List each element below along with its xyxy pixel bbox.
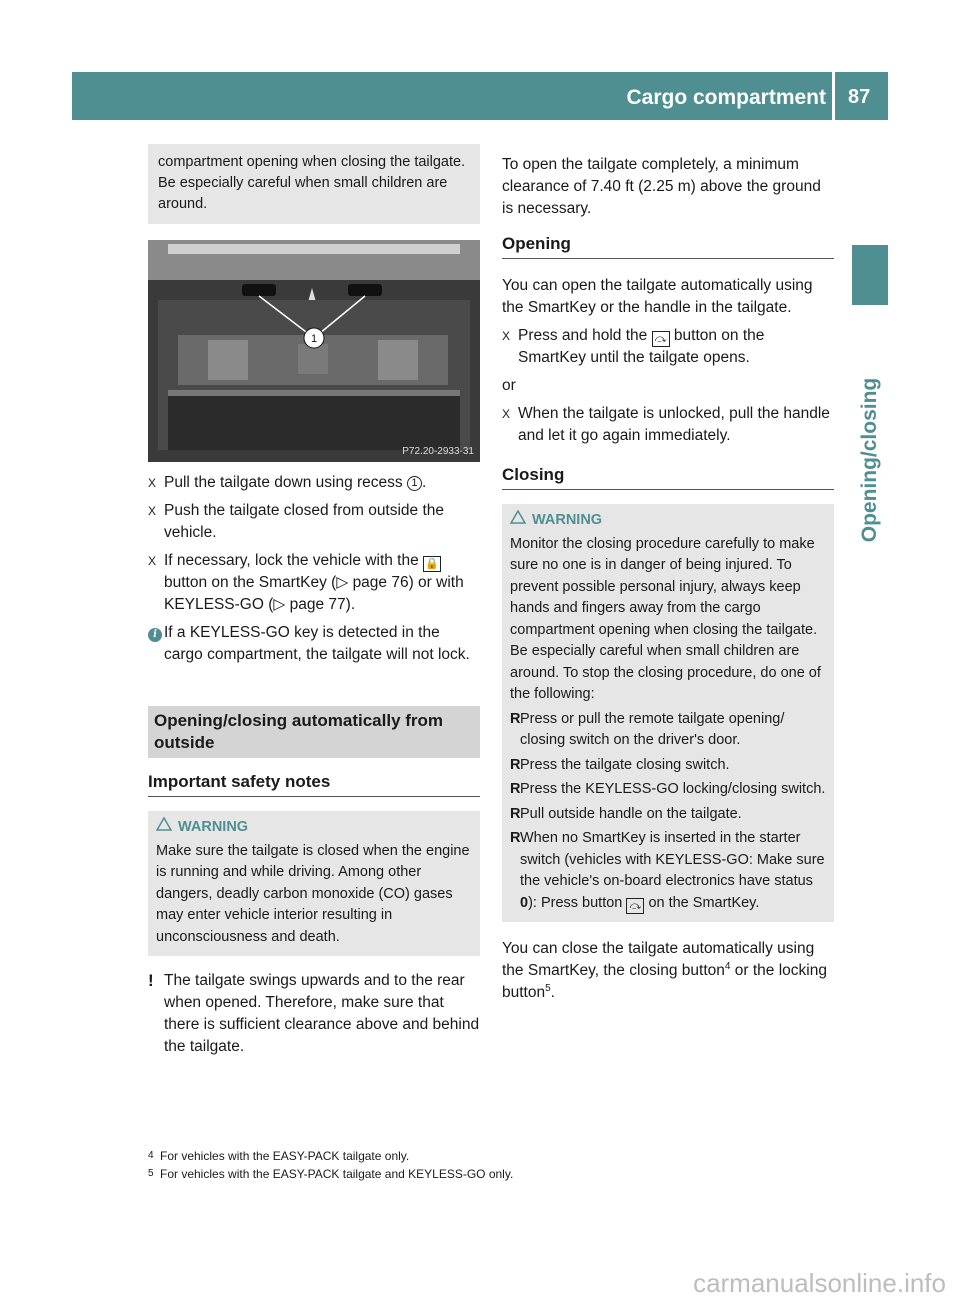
right-column	[502, 150, 834, 1004]
warning-box	[148, 811, 480, 956]
step-arrow-icon: X	[502, 329, 511, 343]
warning-bullet: R Press the KEYLESS-GO locking/closing switch.	[510, 781, 826, 797]
footnotes	[148, 1147, 513, 1183]
intro-paragraph: To open the tailgate completely, a minimum clearance of 7.40 ft (2.25 m) above the ground is necessary.	[502, 156, 821, 217]
page-ref-77[interactable]: page 77).	[289, 596, 356, 613]
page-ref-icon: ▷	[336, 574, 349, 591]
header-separator	[832, 72, 835, 120]
info-note: i If a KEYLESS-GO key is detected in the cargo compartment, the tailgate will not lock.	[148, 622, 480, 666]
step-push-closed: X Push the tailgate closed from outside the vehicle.	[148, 500, 480, 544]
step-arrow-icon: X	[502, 407, 511, 421]
footnote: 5 For vehicles with the EASY-PACK tailgate and KEYLESS-GO only.	[148, 1167, 514, 1181]
notice-note: ! The tailgate swings upwards and to the rear when opened. Therefore, make sure that there is sufficient clearance above and behind the tailgate.	[148, 970, 480, 1058]
recess-callout: 1	[407, 476, 422, 491]
opening-text: You can open the tailgate automatically using the SmartKey or the handle in the tailgate.	[502, 277, 813, 316]
warning-bullet: R When no SmartKey is inserted in the starter switch (vehicles with KEYLESS-GO: Make sure the vehicle's on-board electronics have status 0): Press button ⤼ on the SmartKey.	[510, 830, 825, 912]
page-number: 87	[848, 86, 871, 108]
info-icon: i	[148, 628, 162, 642]
warning-triangle-icon	[510, 510, 532, 532]
tailgate-button-icon: ⤼	[626, 898, 644, 914]
status-zero: 0	[520, 894, 529, 911]
side-tab-marker	[852, 245, 888, 305]
tailgate-illustration	[148, 240, 480, 462]
or-text: or	[502, 377, 516, 394]
closing-warning-box	[502, 504, 834, 922]
step-arrow-icon: X	[148, 476, 157, 490]
step-pull-down: X Pull the tailgate down using recess 1 .	[148, 472, 480, 494]
watermark: carmanualsonline.info	[693, 1268, 946, 1298]
open-step-handle: X When the tailgate is unlocked, pull the handle and let it go again immediately.	[502, 403, 834, 447]
closing-text: You can close the tailgate automatically using the SmartKey, the closing button$^4$ or the locking button$^5$.	[502, 940, 827, 1001]
page-ref-76[interactable]: page 76) or with KEYLESS-GO (	[164, 574, 464, 613]
section-heading: Opening/closing automatically from outside	[148, 706, 480, 758]
warning-bullet: R Press or pull the remote tailgate opening/ closing switch on the driver's door.	[510, 710, 785, 748]
sub-heading-safety: Important safety notes	[148, 770, 480, 797]
warning-text: Make sure the tailgate is closed when the engine is running and while driving. Among other dangers, deadly carbon monoxide (CO) gases may enter vehicle interior resulting in unconsciousness and death.	[156, 842, 470, 945]
footnote: 4 For vehicles with the EASY-PACK tailgate only.	[148, 1149, 410, 1163]
step-lock-vehicle: X If necessary, lock the vehicle with the 🔒 button on the SmartKey (▷ page 76) or with KEYLESS-GO (▷ page 77).	[148, 550, 480, 616]
tailgate-photo	[148, 240, 480, 462]
warning-triangle-icon	[156, 817, 178, 839]
warning-title: WARNING	[532, 512, 603, 528]
footnote-ref-4[interactable]: 4	[724, 960, 731, 972]
footnote-ref-5[interactable]: 5	[545, 982, 551, 994]
continued-warning-box	[148, 144, 480, 224]
photo-callout-number: 1	[310, 333, 318, 345]
tailgate-button-icon: ⤼	[652, 331, 670, 347]
closing-warning-text: Monitor the closing procedure carefully to make sure no one is in danger of being injured. To prevent possible personal injury, always keep hands and fingers away from the cargo compartment opening when closing the tailgate. Be especially careful when small children are around. To stop the closing procedure, do one of the following:	[510, 535, 821, 702]
page-ref-icon: ▷	[273, 596, 286, 613]
left-column	[148, 150, 480, 1058]
opening-heading: Opening	[502, 232, 834, 259]
continued-warning-text: compartment opening when closing the tailgate. Be especially careful when small children are around.	[158, 154, 466, 212]
notice-mark-icon: !	[148, 971, 154, 990]
step-arrow-icon: X	[148, 554, 157, 568]
warning-bullet: R Press the tailgate closing switch.	[510, 756, 730, 773]
side-section-label: Opening/closing	[858, 377, 881, 543]
page-title: Cargo compartment	[626, 86, 826, 109]
step-arrow-icon: X	[148, 504, 157, 518]
photo-code: P72.20-2933-31	[402, 446, 474, 457]
lock-icon: 🔒	[423, 556, 441, 572]
open-step-smartkey: X Press and hold the ⤼ button on the SmartKey until the tailgate opens.	[502, 325, 834, 369]
closing-heading: Closing	[502, 463, 834, 490]
warning-bullet: R Pull outside handle on the tailgate.	[510, 805, 742, 822]
warning-title: WARNING	[178, 819, 249, 835]
